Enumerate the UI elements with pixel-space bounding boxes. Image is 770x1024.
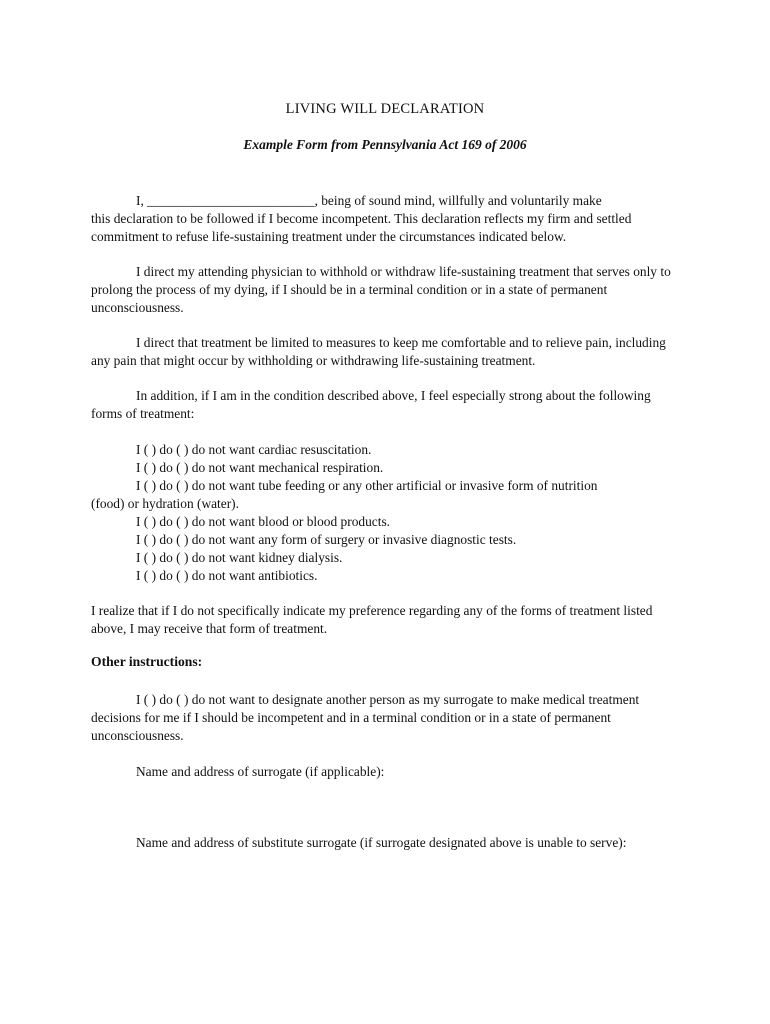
option-tube-feeding-continuation: (food) or hydration (water). bbox=[91, 496, 239, 511]
option-cardiac-resuscitation: I ( ) do ( ) do not want cardiac resuscitation. bbox=[136, 442, 372, 457]
option-mechanical-respiration: I ( ) do ( ) do not want mechanical respiration. bbox=[136, 460, 384, 475]
physician-directive-paragraph: I direct my attending physician to withhold or withdraw life-sustaining treatment that serves only to prolong the process of my dying, if I should be in a terminal condition or in a state of permanent unconsciousness. bbox=[91, 264, 671, 315]
substitute-surrogate-label: Name and address of substitute surrogate (if surrogate designated above is unable to serve): bbox=[136, 835, 627, 850]
option-kidney-dialysis: I ( ) do ( ) do not want kidney dialysis. bbox=[136, 550, 343, 565]
comfort-care-paragraph: I direct that treatment be limited to measures to keep me comfortable and to relieve pain, including any pain that might occur by withholding or withdrawing life-sustaining treatment. bbox=[91, 335, 666, 368]
treatment-preferences-intro: In addition, if I am in the condition described above, I feel especially strong about the following forms of treatment: bbox=[91, 388, 651, 421]
option-blood-products: I ( ) do ( ) do not want blood or blood products. bbox=[136, 514, 391, 529]
option-tube-feeding: I ( ) do ( ) do not want tube feeding or any other artificial or invasive form of nutrition bbox=[136, 478, 598, 493]
document-subtitle: Example Form from Pennsylvania Act 169 of 2006 bbox=[243, 137, 527, 152]
declaration-paragraph bbox=[91, 192, 681, 246]
option-tube-feeding-continued bbox=[91, 495, 681, 513]
declarant-name-line: I, _________________________, being of sound mind, willfully and voluntarily make bbox=[136, 193, 602, 208]
option-antibiotics: I ( ) do ( ) do not want antibiotics. bbox=[136, 568, 318, 583]
surrogate-designation-paragraph: I ( ) do ( ) do not want to designate another person as my surrogate to make medical treatment decisions for me if I should be incompetent and in a terminal condition or in a state of permanent unconsciousness. bbox=[91, 692, 640, 743]
option-surgery-diagnostic-tests: I ( ) do ( ) do not want any form of surgery or invasive diagnostic tests. bbox=[136, 532, 517, 547]
other-instructions-heading: Other instructions: bbox=[91, 654, 203, 669]
document-title: LIVING WILL DECLARATION bbox=[285, 101, 485, 117]
default-treatment-paragraph: I realize that if I do not specifically indicate my preference regarding any of the forms of treatment listed above, I may receive that form of treatment. bbox=[91, 603, 653, 636]
surrogate-label: Name and address of surrogate (if applicable): bbox=[136, 764, 385, 779]
declaration-paragraph-rest: this declaration to be followed if I become incompetent. This declaration reflects my firm and settled commitment to refuse life-sustaining treatment under the circumstances indicated below. bbox=[91, 211, 632, 244]
